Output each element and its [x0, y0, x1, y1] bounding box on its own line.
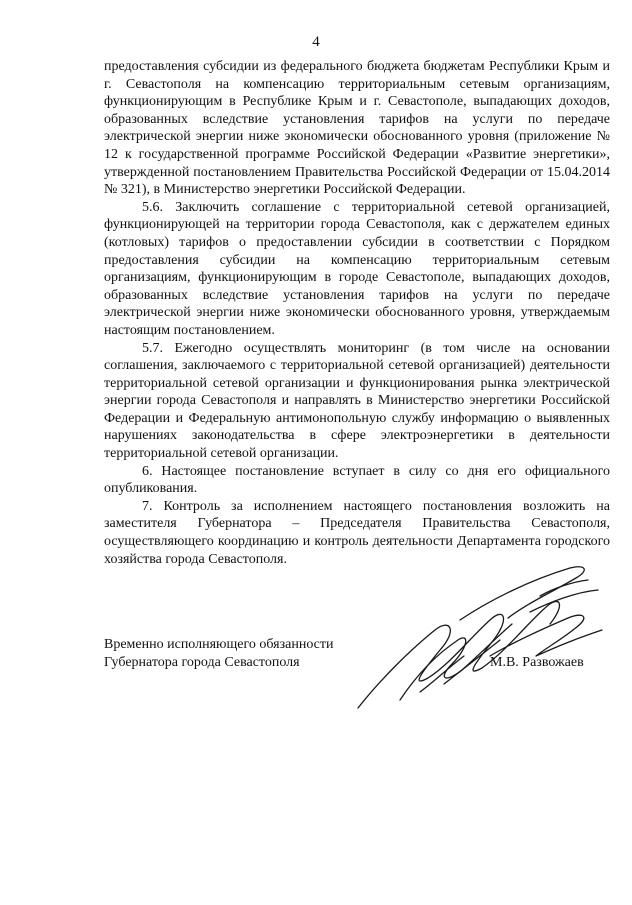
signatory-position-line-1: Временно исполняющего обязанности: [104, 637, 334, 652]
signatory-position-line-2: Губернатора города Севастополя: [104, 655, 300, 670]
handwritten-signature-icon: [340, 560, 620, 720]
paragraph-6: 6. Настоящее постановление вступает в силу со дня его официального опубликования.: [104, 463, 610, 497]
paragraph-5-6: 5.6. Заключить соглашение с территориальной сетевой организацией, функционирующей на территории города Севастополя, как с держателем единых (котловых) тарифов о предоставлении субсидии в соответствии с Порядком предоставления субсидии на компенсацию территориальным сетевым организациям, функционирующим в городе Севастополе, выпадающих доходов, образованных вследствие установления тарифов на услуги по передаче электрической энергии ниже экономически обоснованного уровня, утверждаемым настоящим постановлением.: [104, 199, 610, 338]
document-body: [104, 58, 610, 568]
signatory-position: [104, 636, 334, 672]
signatory-name: М.В. Развожаев: [490, 655, 584, 670]
paragraph-continuation: предоставления субсидии из федерального бюджета бюджетам Республики Крым и г. Севастополя на компенсацию территориальным сетевым организациям, функционирующим в Республике Крым и г. Севастополе, выпадающих доходов, образованных вследствие установления тарифов на услуги по передаче электрической энергии ниже экономически обоснованного уровня (приложение № 12 к государственной программе Российской Федерации «Развитие энергетики», утвержденной постановлением Правительства Российской Федерации от 15.04.2014 № 321), в Министерство энергетики Российской Федерации.: [104, 59, 610, 198]
paragraph-5-7: 5.7. Ежегодно осуществлять мониторинг (в том числе на основании соглашения, заключаемого с территориальной сетевой организацией) деятельности территориальной сетевой организации и функционирования рынка электрической энергии города Севастополя и направлять в Министерство энергетики Российской Федерации и Федеральную антимонопольную службу информацию о выявленных нарушениях законодательства в сфере электроэнергетики в деятельности территориальной сетевой организации.: [104, 340, 610, 462]
page-number: 4: [312, 34, 320, 50]
paragraph-7: 7. Контроль за исполнением настоящего постановления возложить на заместителя Губернатора – Председателя Правительства Севастополя, осуществляющего координацию и контроль деятельности Департамента городского хозяйства города Севастополя.: [104, 498, 610, 567]
